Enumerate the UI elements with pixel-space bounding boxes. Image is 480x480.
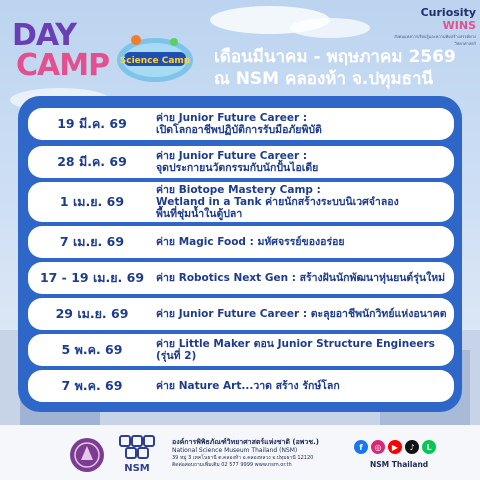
- schedule-date: 7 เม.ย. 69: [59, 234, 125, 249]
- curiosity-wins-tagline: สังคมแห่งการเรียนรู้และความคิดสร้างสรรค์ทางวิทยาศาสตร์: [394, 34, 476, 46]
- org-contact: ติดต่อสอบถามเพิ่มเติม 02 577 9999 www.nsm.or.th: [172, 462, 292, 468]
- schedule-row: [28, 182, 454, 222]
- schedule-description: ค่าย Nature Art...วาด สร้าง รักษ์โลก: [156, 380, 340, 392]
- science-camp-logo: [114, 30, 196, 86]
- schedule-row: [28, 370, 454, 402]
- instagram-icon[interactable]: ◎: [371, 440, 385, 454]
- schedule-date: 28 มี.ค. 69: [57, 154, 127, 169]
- schedule-description: ค่าย Biotope Mastery Camp : Wetland in a Tank ค่ายนักสร้างระบบนิเวศจำลอง พื้นที่ชุ่มน้ำในตู้ปลา: [156, 184, 399, 220]
- curiosity-wins-logo: [384, 6, 476, 46]
- social-handle: NSM Thailand: [370, 460, 429, 469]
- org-address: 39 หมู่ 3 เทคโนธานี ต.คลองห้า อ.คลองหลวง จ.ปทุมธานี 12120: [172, 455, 314, 461]
- schedule-description: ค่าย Junior Future Career : จุดประกายนวัตกรรมกับนักปั้นไอเดีย: [156, 150, 319, 174]
- youtube-icon[interactable]: ▶: [388, 440, 402, 454]
- nsm-logo: [114, 434, 160, 474]
- schedule-date: 17 - 19 เม.ย. 69: [39, 270, 145, 285]
- nsm-seal-icon: [68, 436, 106, 474]
- schedule-description: ค่าย Robotics Next Gen : สร้างฝันนักพัฒนาหุ่นยนต์รุ่นใหม่: [156, 272, 446, 284]
- schedule-row: [28, 108, 454, 140]
- schedule-row: [28, 226, 454, 258]
- daycamp-logo: [8, 18, 112, 90]
- title-location: ณ NSM คลองห้า จ.ปทุมธานี: [214, 69, 434, 89]
- schedule-row: [28, 262, 454, 294]
- nsm-logo-text: NSM: [124, 463, 150, 474]
- schedule-date: 1 เม.ย. 69: [59, 194, 125, 209]
- schedule-row: [28, 146, 454, 178]
- title-dates: เดือนมีนาคม - พฤษภาคม 2569: [214, 47, 456, 67]
- schedule-row: [28, 334, 454, 366]
- social-icons: [354, 440, 444, 456]
- schedule-date: 7 พ.ค. 69: [61, 378, 123, 393]
- schedule-date: 5 พ.ค. 69: [61, 342, 123, 357]
- line-icon[interactable]: L: [422, 440, 436, 454]
- schedule-date: 19 มี.ค. 69: [57, 116, 127, 131]
- schedule-description: ค่าย Magic Food : มหัศจรรย์ของอร่อย: [156, 236, 345, 248]
- schedule-description: ค่าย Little Maker ตอน Junior Structure Engineers (รุ่นที่ 2): [156, 338, 435, 362]
- org-name-en: National Science Museum Thailand (NSM): [172, 447, 298, 454]
- organization-info: [172, 438, 342, 469]
- schedule-row: [28, 298, 454, 330]
- tiktok-icon[interactable]: ♪: [405, 440, 419, 454]
- curiosity-wins-text: Curiosity WINS: [420, 6, 476, 32]
- science-camp-text: Science Camp: [119, 56, 191, 66]
- daycamp-word-day: DAY: [12, 18, 76, 53]
- schedule-panel: [18, 96, 462, 412]
- schedule-description: ค่าย Junior Future Career : เปิดโลกอาชีพปฏิบัติการรับมือภัยพิบัติ: [156, 112, 322, 136]
- daycamp-word-camp: CAMP: [16, 48, 110, 83]
- org-name-th: องค์การพิพิธภัณฑ์วิทยาศาสตร์แห่งชาติ (อพวช.): [172, 438, 319, 446]
- schedule-date: 29 เม.ย. 69: [55, 306, 129, 321]
- schedule-description: ค่าย Junior Future Career : ตะลุยอาชีพนักวิทย์แห่งอนาคต: [156, 308, 447, 320]
- page-title: [214, 46, 474, 90]
- facebook-icon[interactable]: f: [354, 440, 368, 454]
